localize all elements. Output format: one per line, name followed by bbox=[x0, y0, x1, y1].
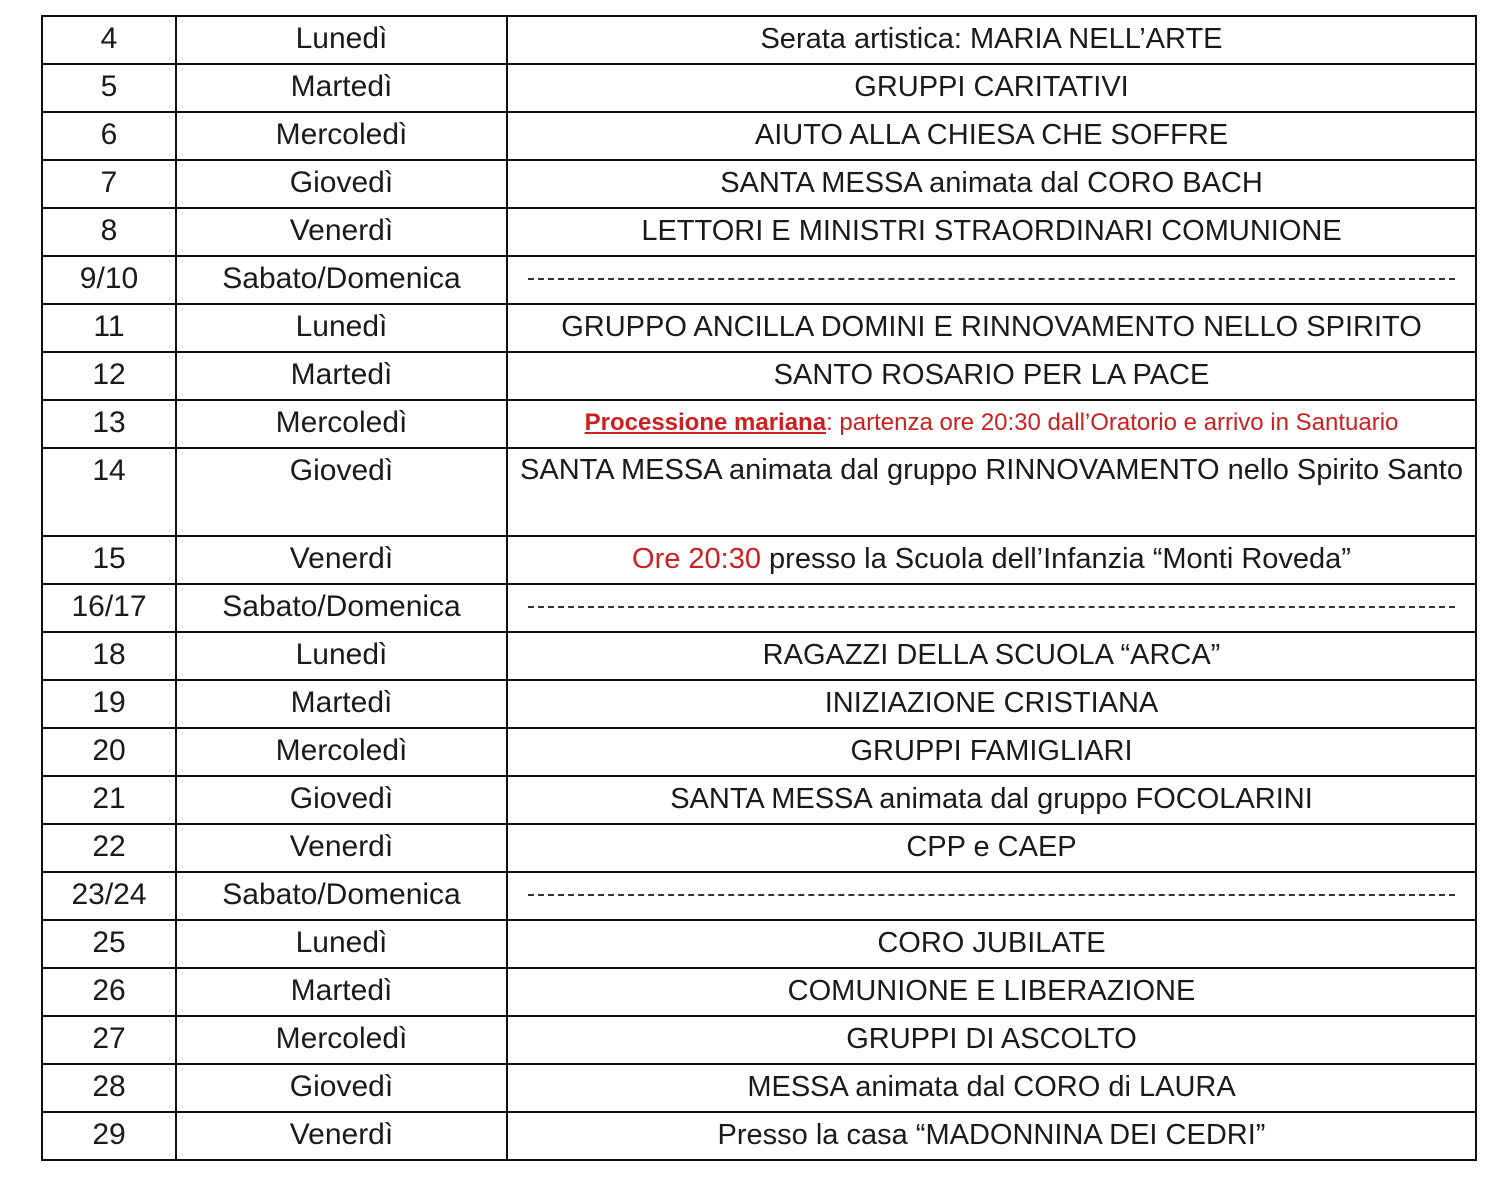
day-cell: 19 bbox=[42, 680, 176, 728]
weekday-cell: Venerdì bbox=[176, 536, 507, 584]
event-cell: GRUPPI FAMIGLIARI bbox=[507, 728, 1476, 776]
event-cell-empty bbox=[507, 584, 1476, 632]
event-text: : partenza ore 20:30 dall’Oratorio e arrivo in Santuario bbox=[826, 409, 1399, 436]
event-cell: SANTA MESSA animata dal gruppo RINNOVAMENTO nello Spirito Santo bbox=[507, 448, 1476, 536]
weekday-cell: Martedì bbox=[176, 64, 507, 112]
day-cell: 15 bbox=[42, 536, 176, 584]
event-cell: COMUNIONE E LIBERAZIONE bbox=[507, 968, 1476, 1016]
day-cell: 25 bbox=[42, 920, 176, 968]
day-cell: 28 bbox=[42, 1064, 176, 1112]
event-cell: SANTA MESSA animata dal gruppo FOCOLARINI bbox=[507, 776, 1476, 824]
table-row bbox=[42, 872, 1476, 920]
event-cell-empty bbox=[507, 256, 1476, 304]
table-row bbox=[42, 304, 1476, 352]
table-row bbox=[42, 448, 1476, 536]
day-cell: 18 bbox=[42, 632, 176, 680]
table-row bbox=[42, 208, 1476, 256]
weekday-cell: Mercoledì bbox=[176, 112, 507, 160]
event-cell: SANTO ROSARIO PER LA PACE bbox=[507, 352, 1476, 400]
weekday-cell: Venerdì bbox=[176, 208, 507, 256]
table-row bbox=[42, 824, 1476, 872]
event-cell: GRUPPI DI ASCOLTO bbox=[507, 1016, 1476, 1064]
weekday-cell: Venerdì bbox=[176, 1112, 507, 1160]
day-cell: 14 bbox=[42, 448, 176, 536]
day-cell: 22 bbox=[42, 824, 176, 872]
weekday-cell: Venerdì bbox=[176, 824, 507, 872]
weekday-cell: Lunedì bbox=[176, 632, 507, 680]
weekday-cell: Martedì bbox=[176, 968, 507, 1016]
day-cell: 11 bbox=[42, 304, 176, 352]
table-row bbox=[42, 64, 1476, 112]
event-cell: CPP e CAEP bbox=[507, 824, 1476, 872]
table-row bbox=[42, 584, 1476, 632]
event-cell: SANTA MESSA animata dal CORO BACH bbox=[507, 160, 1476, 208]
event-time: Ore 20:30 bbox=[632, 543, 761, 575]
day-cell: 16/17 bbox=[42, 584, 176, 632]
weekday-cell: Giovedì bbox=[176, 1064, 507, 1112]
event-cell-empty bbox=[507, 872, 1476, 920]
day-cell: 21 bbox=[42, 776, 176, 824]
event-cell: Presso la casa “MADONNINA DEI CEDRI” bbox=[507, 1112, 1476, 1160]
table-row bbox=[42, 16, 1476, 64]
table-row bbox=[42, 920, 1476, 968]
event-cell: RAGAZZI DELLA SCUOLA “ARCA” bbox=[507, 632, 1476, 680]
table-row bbox=[42, 1064, 1476, 1112]
weekday-cell: Mercoledì bbox=[176, 728, 507, 776]
weekday-cell: Giovedì bbox=[176, 448, 507, 536]
weekday-cell: Lunedì bbox=[176, 16, 507, 64]
table-row bbox=[42, 352, 1476, 400]
weekday-cell: Lunedì bbox=[176, 304, 507, 352]
day-cell: 27 bbox=[42, 1016, 176, 1064]
event-cell: Serata artistica: MARIA NELL’ARTE bbox=[507, 16, 1476, 64]
day-cell: 13 bbox=[42, 400, 176, 448]
event-highlight: Processione mariana bbox=[584, 409, 827, 436]
dashed-line bbox=[528, 894, 1455, 896]
table-row bbox=[42, 400, 1476, 448]
day-cell: 6 bbox=[42, 112, 176, 160]
table-row bbox=[42, 160, 1476, 208]
day-cell: 12 bbox=[42, 352, 176, 400]
day-cell: 9/10 bbox=[42, 256, 176, 304]
day-cell: 5 bbox=[42, 64, 176, 112]
table-row bbox=[42, 1112, 1476, 1160]
weekday-cell: Giovedì bbox=[176, 160, 507, 208]
dashed-line bbox=[528, 606, 1455, 608]
weekday-cell: Sabato/Domenica bbox=[176, 256, 507, 304]
table-row bbox=[42, 968, 1476, 1016]
event-cell: CORO JUBILATE bbox=[507, 920, 1476, 968]
table-row bbox=[42, 256, 1476, 304]
table-row bbox=[42, 680, 1476, 728]
day-cell: 29 bbox=[42, 1112, 176, 1160]
day-cell: 23/24 bbox=[42, 872, 176, 920]
event-cell: MESSA animata dal CORO di LAURA bbox=[507, 1064, 1476, 1112]
day-cell: 20 bbox=[42, 728, 176, 776]
schedule-table bbox=[41, 15, 1477, 1161]
day-cell: 4 bbox=[42, 16, 176, 64]
dashed-line bbox=[528, 278, 1455, 280]
table-row bbox=[42, 1016, 1476, 1064]
event-cell bbox=[507, 536, 1476, 584]
day-cell: 26 bbox=[42, 968, 176, 1016]
weekday-cell: Mercoledì bbox=[176, 400, 507, 448]
event-cell: LETTORI E MINISTRI STRAORDINARI COMUNIONE bbox=[507, 208, 1476, 256]
table-row bbox=[42, 536, 1476, 584]
weekday-cell: Martedì bbox=[176, 352, 507, 400]
weekday-cell: Sabato/Domenica bbox=[176, 584, 507, 632]
event-cell bbox=[507, 400, 1476, 448]
event-cell: INIZIAZIONE CRISTIANA bbox=[507, 680, 1476, 728]
weekday-cell: Martedì bbox=[176, 680, 507, 728]
weekday-cell: Mercoledì bbox=[176, 1016, 507, 1064]
day-cell: 8 bbox=[42, 208, 176, 256]
weekday-cell: Giovedì bbox=[176, 776, 507, 824]
day-cell: 7 bbox=[42, 160, 176, 208]
event-cell: GRUPPO ANCILLA DOMINI E RINNOVAMENTO NELLO SPIRITO bbox=[507, 304, 1476, 352]
event-text: presso la Scuola dell’Infanzia “Monti Roveda” bbox=[761, 543, 1351, 575]
weekday-cell: Lunedì bbox=[176, 920, 507, 968]
weekday-cell: Sabato/Domenica bbox=[176, 872, 507, 920]
event-cell: GRUPPI CARITATIVI bbox=[507, 64, 1476, 112]
table-row bbox=[42, 728, 1476, 776]
table-row bbox=[42, 112, 1476, 160]
table-row bbox=[42, 776, 1476, 824]
table-row bbox=[42, 632, 1476, 680]
event-cell: AIUTO ALLA CHIESA CHE SOFFRE bbox=[507, 112, 1476, 160]
